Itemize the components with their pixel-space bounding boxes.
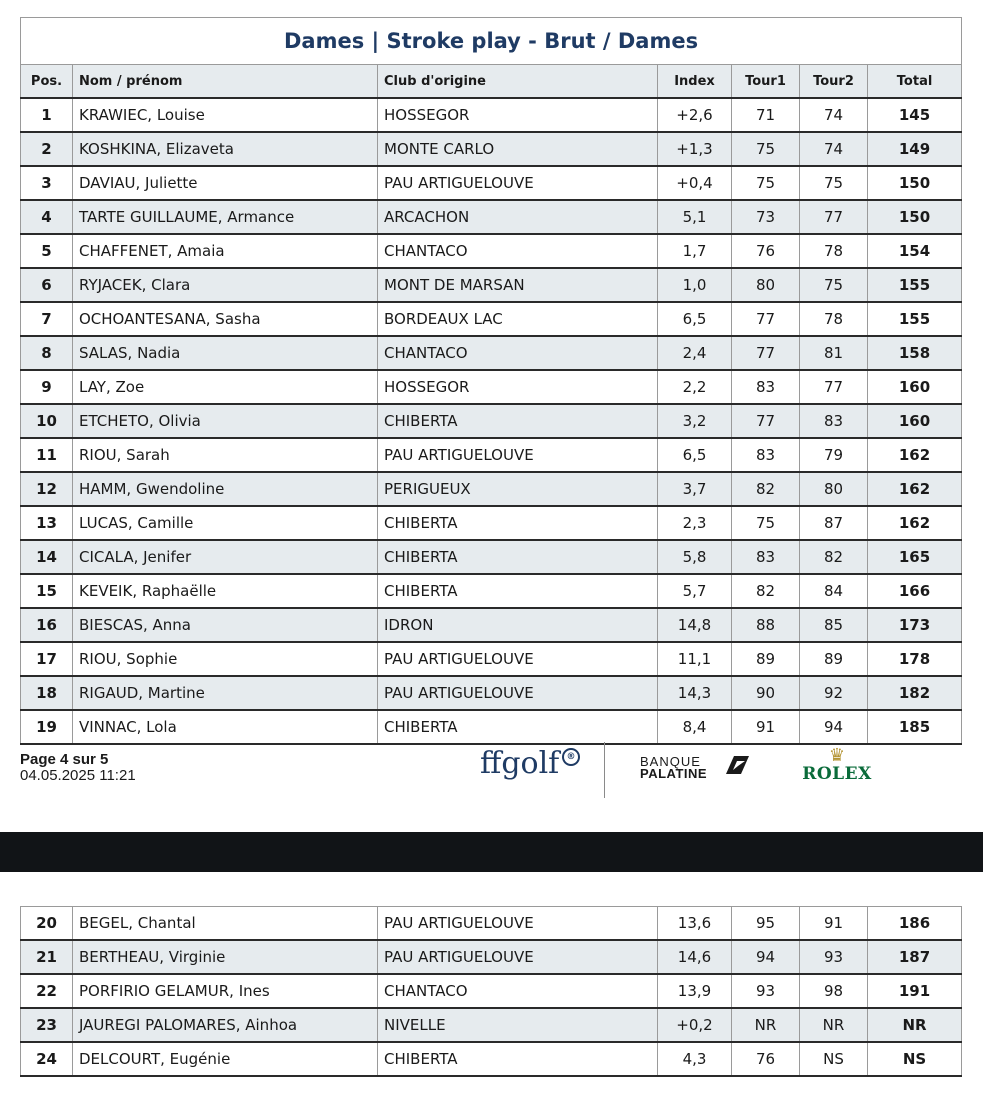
cell-name: SALAS, Nadia bbox=[73, 336, 378, 370]
cell-club: CHANTACO bbox=[378, 974, 658, 1008]
ffgolf-logo-text: ffgolf bbox=[480, 746, 560, 781]
table-row bbox=[21, 907, 962, 941]
cell-total: 165 bbox=[868, 540, 962, 574]
cell-tour2: 78 bbox=[800, 302, 868, 336]
cell-tour2: 74 bbox=[800, 132, 868, 166]
cell-total: 155 bbox=[868, 268, 962, 302]
results-table-page-4 bbox=[20, 17, 962, 745]
cell-name: BERTHEAU, Virginie bbox=[73, 940, 378, 974]
cell-index: 14,3 bbox=[658, 676, 732, 710]
table-row bbox=[21, 370, 962, 404]
cell-index: +2,6 bbox=[658, 98, 732, 132]
cell-total: 145 bbox=[868, 98, 962, 132]
cell-total: 155 bbox=[868, 302, 962, 336]
cell-name: ETCHETO, Olivia bbox=[73, 404, 378, 438]
cell-tour1: 94 bbox=[732, 940, 800, 974]
registered-mark-icon: ® bbox=[562, 748, 580, 766]
cell-tour2: 93 bbox=[800, 940, 868, 974]
cell-pos: 17 bbox=[21, 642, 73, 676]
cell-pos: 15 bbox=[21, 574, 73, 608]
cell-club: NIVELLE bbox=[378, 1008, 658, 1042]
cell-name: RIOU, Sophie bbox=[73, 642, 378, 676]
cell-tour1: 91 bbox=[732, 710, 800, 744]
page-number: Page 4 sur 5 bbox=[20, 751, 109, 768]
table-row bbox=[21, 336, 962, 370]
cell-tour1: 76 bbox=[732, 1042, 800, 1076]
cell-club: PAU ARTIGUELOUVE bbox=[378, 642, 658, 676]
cell-tour1: 77 bbox=[732, 302, 800, 336]
cell-tour1: 80 bbox=[732, 268, 800, 302]
cell-index: 1,7 bbox=[658, 234, 732, 268]
table-row bbox=[21, 974, 962, 1008]
cell-pos: 22 bbox=[21, 974, 73, 1008]
cell-club: CHIBERTA bbox=[378, 506, 658, 540]
cell-tour2: 92 bbox=[800, 676, 868, 710]
cell-club: CHIBERTA bbox=[378, 574, 658, 608]
column-header-total: Total bbox=[868, 65, 962, 99]
cell-index: 6,5 bbox=[658, 438, 732, 472]
column-header-pos: Pos. bbox=[21, 65, 73, 99]
cell-total: 173 bbox=[868, 608, 962, 642]
cell-name: DAVIAU, Juliette bbox=[73, 166, 378, 200]
table-row bbox=[21, 234, 962, 268]
cell-total: 160 bbox=[868, 370, 962, 404]
cell-tour1: 75 bbox=[732, 506, 800, 540]
cell-tour2: 75 bbox=[800, 268, 868, 302]
table-row bbox=[21, 940, 962, 974]
cell-total: 150 bbox=[868, 166, 962, 200]
cell-pos: 8 bbox=[21, 336, 73, 370]
cell-index: 2,2 bbox=[658, 370, 732, 404]
cell-tour2: 77 bbox=[800, 200, 868, 234]
cell-total: 154 bbox=[868, 234, 962, 268]
table-row bbox=[21, 1008, 962, 1042]
banque-palatine-logo-line2: PALATINE bbox=[640, 766, 708, 781]
cell-tour2: 87 bbox=[800, 506, 868, 540]
cell-name: DELCOURT, Eugénie bbox=[73, 1042, 378, 1076]
cell-tour2: 79 bbox=[800, 438, 868, 472]
cell-name: LUCAS, Camille bbox=[73, 506, 378, 540]
cell-tour1: 77 bbox=[732, 336, 800, 370]
cell-name: JAUREGI PALOMARES, Ainhoa bbox=[73, 1008, 378, 1042]
cell-tour2: 75 bbox=[800, 166, 868, 200]
cell-total: 162 bbox=[868, 472, 962, 506]
cell-tour2: NR bbox=[800, 1008, 868, 1042]
cell-pos: 14 bbox=[21, 540, 73, 574]
cell-total: 186 bbox=[868, 907, 962, 941]
table-row bbox=[21, 540, 962, 574]
cell-tour1: 88 bbox=[732, 608, 800, 642]
table-row bbox=[21, 642, 962, 676]
print-date: 04.05.2025 11:21 bbox=[20, 767, 136, 784]
cell-club: MONTE CARLO bbox=[378, 132, 658, 166]
cell-total: 149 bbox=[868, 132, 962, 166]
table-row bbox=[21, 608, 962, 642]
cell-index: 3,7 bbox=[658, 472, 732, 506]
cell-total: 185 bbox=[868, 710, 962, 744]
cell-club: MONT DE MARSAN bbox=[378, 268, 658, 302]
cell-index: 14,6 bbox=[658, 940, 732, 974]
cell-tour2: 78 bbox=[800, 234, 868, 268]
table-row bbox=[21, 574, 962, 608]
cell-name: RIGAUD, Martine bbox=[73, 676, 378, 710]
cell-index: 13,9 bbox=[658, 974, 732, 1008]
cell-pos: 18 bbox=[21, 676, 73, 710]
cell-total: NS bbox=[868, 1042, 962, 1076]
cell-total: 162 bbox=[868, 506, 962, 540]
page-info bbox=[20, 752, 136, 784]
cell-total: NR bbox=[868, 1008, 962, 1042]
cell-tour2: 94 bbox=[800, 710, 868, 744]
cell-total: 160 bbox=[868, 404, 962, 438]
banque-palatine-logo bbox=[640, 756, 707, 780]
table-row bbox=[21, 472, 962, 506]
cell-index: 1,0 bbox=[658, 268, 732, 302]
rolex-crown-icon: ♛ bbox=[828, 745, 846, 765]
cell-pos: 6 bbox=[21, 268, 73, 302]
cell-tour1: NR bbox=[732, 1008, 800, 1042]
cell-total: 162 bbox=[868, 438, 962, 472]
cell-tour2: 83 bbox=[800, 404, 868, 438]
cell-club: HOSSEGOR bbox=[378, 98, 658, 132]
cell-name: KEVEIK, Raphaëlle bbox=[73, 574, 378, 608]
cell-tour1: 93 bbox=[732, 974, 800, 1008]
cell-pos: 23 bbox=[21, 1008, 73, 1042]
cell-pos: 12 bbox=[21, 472, 73, 506]
cell-club: CHANTACO bbox=[378, 234, 658, 268]
cell-tour2: 77 bbox=[800, 370, 868, 404]
cell-pos: 11 bbox=[21, 438, 73, 472]
cell-name: TARTE GUILLAUME, Armance bbox=[73, 200, 378, 234]
cell-tour2: 85 bbox=[800, 608, 868, 642]
cell-name: KOSHKINA, Elizaveta bbox=[73, 132, 378, 166]
table-row bbox=[21, 710, 962, 744]
cell-pos: 2 bbox=[21, 132, 73, 166]
table-row bbox=[21, 302, 962, 336]
cell-tour2: 98 bbox=[800, 974, 868, 1008]
table-row bbox=[21, 1042, 962, 1076]
cell-total: 182 bbox=[868, 676, 962, 710]
cell-name: LAY, Zoe bbox=[73, 370, 378, 404]
cell-club: CHIBERTA bbox=[378, 710, 658, 744]
cell-index: 5,8 bbox=[658, 540, 732, 574]
column-header-club: Club d'origine bbox=[378, 65, 658, 99]
cell-index: +1,3 bbox=[658, 132, 732, 166]
table-row bbox=[21, 132, 962, 166]
cell-index: 13,6 bbox=[658, 907, 732, 941]
cell-total: 166 bbox=[868, 574, 962, 608]
cell-pos: 7 bbox=[21, 302, 73, 336]
cell-total: 178 bbox=[868, 642, 962, 676]
cell-club: HOSSEGOR bbox=[378, 370, 658, 404]
cell-club: CHANTACO bbox=[378, 336, 658, 370]
cell-tour1: 95 bbox=[732, 907, 800, 941]
rolex-logo bbox=[797, 746, 877, 784]
banque-palatine-emblem-icon bbox=[724, 754, 750, 776]
cell-tour2: 82 bbox=[800, 540, 868, 574]
cell-tour1: 90 bbox=[732, 676, 800, 710]
cell-index: 5,1 bbox=[658, 200, 732, 234]
cell-total: 187 bbox=[868, 940, 962, 974]
cell-club: PAU ARTIGUELOUVE bbox=[378, 166, 658, 200]
results-sheet-page-4 bbox=[20, 17, 961, 745]
cell-name: BEGEL, Chantal bbox=[73, 907, 378, 941]
cell-pos: 21 bbox=[21, 940, 73, 974]
cell-name: PORFIRIO GELAMUR, Ines bbox=[73, 974, 378, 1008]
cell-tour2: NS bbox=[800, 1042, 868, 1076]
cell-club: PAU ARTIGUELOUVE bbox=[378, 438, 658, 472]
cell-pos: 1 bbox=[21, 98, 73, 132]
cell-index: 3,2 bbox=[658, 404, 732, 438]
cell-total: 158 bbox=[868, 336, 962, 370]
cell-tour1: 82 bbox=[732, 472, 800, 506]
results-table-page-5 bbox=[20, 906, 962, 1077]
cell-index: 2,3 bbox=[658, 506, 732, 540]
cell-index: 6,5 bbox=[658, 302, 732, 336]
cell-pos: 13 bbox=[21, 506, 73, 540]
cell-club: BORDEAUX LAC bbox=[378, 302, 658, 336]
cell-tour1: 89 bbox=[732, 642, 800, 676]
column-header-index: Index bbox=[658, 65, 732, 99]
table-row bbox=[21, 438, 962, 472]
cell-tour1: 71 bbox=[732, 98, 800, 132]
cell-tour1: 83 bbox=[732, 370, 800, 404]
cell-total: 191 bbox=[868, 974, 962, 1008]
page-footer bbox=[20, 745, 961, 802]
cell-club: IDRON bbox=[378, 608, 658, 642]
rolex-logo-text: ROLEX bbox=[802, 764, 872, 784]
column-header-name: Nom / prénom bbox=[73, 65, 378, 99]
cell-pos: 20 bbox=[21, 907, 73, 941]
cell-club: PAU ARTIGUELOUVE bbox=[378, 676, 658, 710]
cell-pos: 16 bbox=[21, 608, 73, 642]
cell-club: ARCACHON bbox=[378, 200, 658, 234]
cell-club: CHIBERTA bbox=[378, 404, 658, 438]
cell-name: HAMM, Gwendoline bbox=[73, 472, 378, 506]
banque-palatine-logo-line1: BANQUE bbox=[640, 754, 701, 769]
ffgolf-logo bbox=[480, 746, 576, 781]
cell-tour1: 75 bbox=[732, 166, 800, 200]
logo-divider bbox=[604, 742, 605, 798]
table-row bbox=[21, 268, 962, 302]
cell-club: PAU ARTIGUELOUVE bbox=[378, 940, 658, 974]
cell-name: KRAWIEC, Louise bbox=[73, 98, 378, 132]
cell-pos: 9 bbox=[21, 370, 73, 404]
cell-index: +0,2 bbox=[658, 1008, 732, 1042]
cell-index: 4,3 bbox=[658, 1042, 732, 1076]
column-header-tour2: Tour2 bbox=[800, 65, 868, 99]
table-row bbox=[21, 166, 962, 200]
table-row bbox=[21, 98, 962, 132]
cell-tour1: 83 bbox=[732, 540, 800, 574]
cell-name: VINNAC, Lola bbox=[73, 710, 378, 744]
column-header-tour1: Tour1 bbox=[732, 65, 800, 99]
cell-index: 2,4 bbox=[658, 336, 732, 370]
table-row bbox=[21, 404, 962, 438]
cell-name: RIOU, Sarah bbox=[73, 438, 378, 472]
cell-index: 5,7 bbox=[658, 574, 732, 608]
cell-name: CHAFFENET, Amaia bbox=[73, 234, 378, 268]
cell-name: OCHOANTESANA, Sasha bbox=[73, 302, 378, 336]
cell-pos: 5 bbox=[21, 234, 73, 268]
cell-tour1: 76 bbox=[732, 234, 800, 268]
cell-total: 150 bbox=[868, 200, 962, 234]
cell-club: PAU ARTIGUELOUVE bbox=[378, 907, 658, 941]
cell-tour2: 80 bbox=[800, 472, 868, 506]
table-row bbox=[21, 200, 962, 234]
cell-tour1: 82 bbox=[732, 574, 800, 608]
cell-name: RYJACEK, Clara bbox=[73, 268, 378, 302]
cell-tour1: 77 bbox=[732, 404, 800, 438]
cell-index: 8,4 bbox=[658, 710, 732, 744]
results-sheet-page-5 bbox=[20, 906, 961, 1077]
cell-club: CHIBERTA bbox=[378, 540, 658, 574]
cell-pos: 3 bbox=[21, 166, 73, 200]
cell-tour2: 84 bbox=[800, 574, 868, 608]
cell-tour2: 91 bbox=[800, 907, 868, 941]
cell-index: 14,8 bbox=[658, 608, 732, 642]
cell-tour2: 74 bbox=[800, 98, 868, 132]
cell-club: CHIBERTA bbox=[378, 1042, 658, 1076]
cell-pos: 24 bbox=[21, 1042, 73, 1076]
table-row bbox=[21, 506, 962, 540]
page-separator-bar bbox=[0, 832, 983, 872]
table-row bbox=[21, 676, 962, 710]
cell-pos: 4 bbox=[21, 200, 73, 234]
cell-tour2: 81 bbox=[800, 336, 868, 370]
cell-pos: 19 bbox=[21, 710, 73, 744]
cell-name: CICALA, Jenifer bbox=[73, 540, 378, 574]
cell-club: PERIGUEUX bbox=[378, 472, 658, 506]
cell-tour1: 73 bbox=[732, 200, 800, 234]
cell-tour1: 83 bbox=[732, 438, 800, 472]
cell-index: +0,4 bbox=[658, 166, 732, 200]
cell-tour1: 75 bbox=[732, 132, 800, 166]
cell-name: BIESCAS, Anna bbox=[73, 608, 378, 642]
cell-tour2: 89 bbox=[800, 642, 868, 676]
table-title: Dames | Stroke play - Brut / Dames bbox=[21, 18, 962, 65]
cell-pos: 10 bbox=[21, 404, 73, 438]
cell-index: 11,1 bbox=[658, 642, 732, 676]
column-header-row bbox=[21, 65, 962, 99]
